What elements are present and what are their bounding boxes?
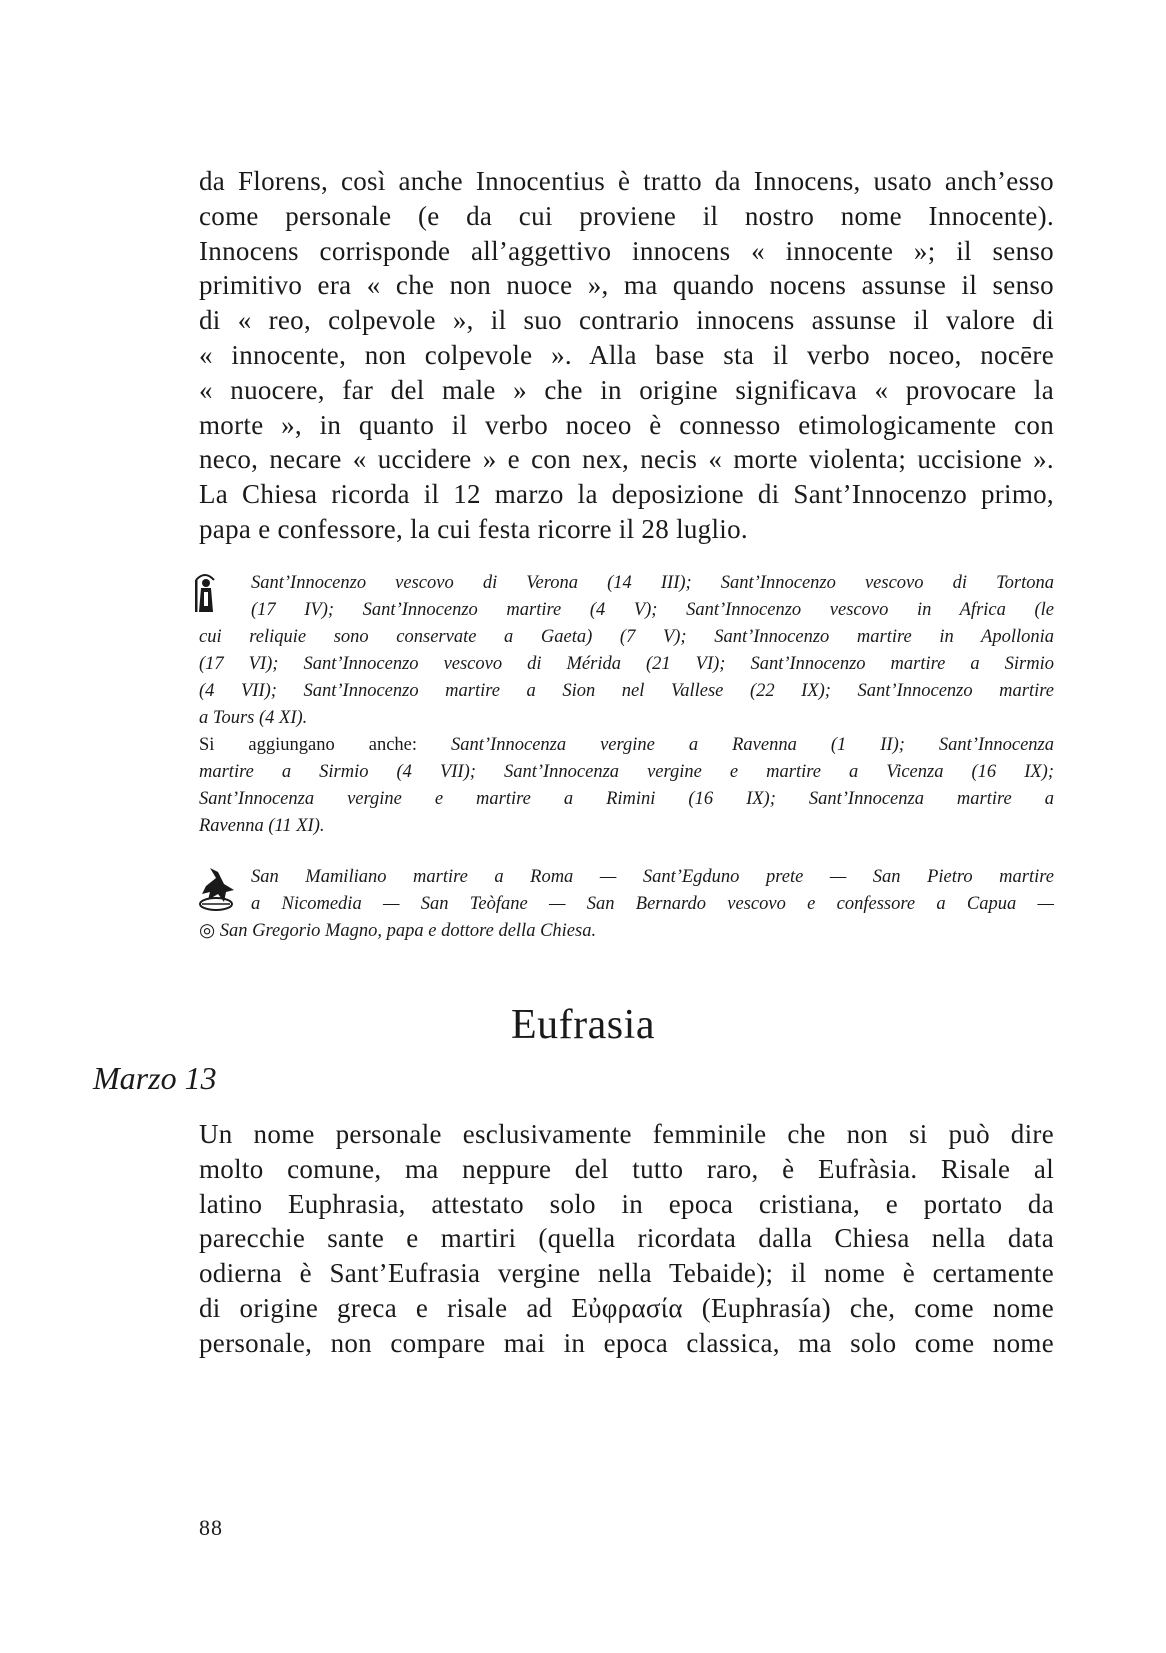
- text-line: « innocente, non colpevole ». Alla base sta il verbo noceo, nocēre: [199, 339, 1054, 370]
- note-line: Sant’Innocenzo vescovo di Verona (14 III); Sant’Innocenzo vescovo di Tortona: [251, 573, 1054, 593]
- bullseye-icon: ◎: [199, 921, 216, 941]
- page-number: 88: [199, 1515, 223, 1540]
- note-line: cui reliquie sono conservate a Gaeta) (7 V); Sant’Innocenzo martire in Apollonia: [199, 627, 1054, 647]
- note-line: (4 VII); Sant’Innocenzo martire a Sion nel Vallese (22 IX); Sant’Innocenzo martire: [199, 681, 1054, 701]
- other-saints-line: San Mamiliano martire a Roma — Sant’Egduno prete — San Pietro martire: [251, 867, 1054, 887]
- text-line: di origine greca e risale ad Εὐφρασία (Euphrasía) che, come nome: [199, 1292, 1054, 1323]
- text-line: primitivo era « che non nuoce », ma quando nocens assunse il senso: [199, 270, 1054, 301]
- note-line: (17 IV); Sant’Innocenzo martire (4 V); Sant’Innocenzo vescovo in Africa (le: [251, 600, 1054, 620]
- note-line-text: Sant’Innocenza vergine a Ravenna (1 II); Sant’Innocenza: [451, 735, 1054, 755]
- entry-date: Marzo 13: [93, 1060, 217, 1096]
- note-line: martire a Sirmio (4 VII); Sant’Innocenza vergine e martire a Vicenza (16 IX);: [199, 762, 1054, 782]
- text-line: come personale (e da cui proviene il nostro nome Innocente).: [199, 200, 1054, 231]
- text-line: Un nome personale esclusivamente femminile che non si può dire: [199, 1119, 1054, 1149]
- text-line: Innocens corrisponde all’aggettivo innocens « innocente »; il senso: [199, 235, 1054, 266]
- text-line: La Chiesa ricorda il 12 marzo la deposizione di Sant’Innocenzo primo,: [199, 479, 1054, 510]
- text-line: parecchie sante e martiri (quella ricordata dalla Chiesa nella data: [199, 1223, 1054, 1254]
- paragraph-eufrasia: [199, 1117, 1054, 1361]
- text-line: molto comune, ma neppure del tutto raro, è Eufràsia. Risale al: [199, 1153, 1054, 1184]
- text-line: « nuocere, far del male » che in origine significava « provocare la: [199, 374, 1054, 405]
- note-line: Sant’Innocenza vergine e martire a Rimini (16 IX); Sant’Innocenza martire a: [199, 789, 1054, 809]
- other-saints-text: San Gregorio Magno, papa e dottore della Chiesa.: [219, 921, 597, 941]
- entry-title: Eufrasia: [511, 1002, 655, 1048]
- text-line: latino Euphrasia, attestato solo in epoca cristiana, e portato da: [199, 1188, 1054, 1219]
- note-line: a Tours (4 XI).: [199, 708, 308, 728]
- other-saints: [199, 864, 1054, 945]
- other-saints-line: a Nicomedia — San Teòfane — San Bernardo vescovo e confessore a Capua —: [251, 894, 1054, 914]
- text-line: personale, non compare mai in epoca classica, ma solo come nome: [199, 1327, 1054, 1358]
- text-line: morte », in quanto il verbo noceo è connesso etimologicamente con: [199, 409, 1054, 440]
- text-line: papa e confessore, la cui festa ricorre il 28 luglio.: [199, 513, 748, 544]
- note-line: (17 VI); Sant’Innocenzo vescovo di Mérida (21 VI); Sant’Innocenzo martire a Sirmio: [199, 654, 1054, 674]
- note-intro: Si aggiungano anche:: [199, 735, 418, 755]
- saints-note: [199, 570, 1054, 840]
- text-line: odierna è Sant’Eufrasia vergine nella Tebaide); il nome è certamente: [199, 1258, 1054, 1289]
- note-line: Ravenna (11 XI).: [199, 816, 325, 836]
- text-line: di « reo, colpevole », il suo contrario innocens assunse il valore di: [199, 305, 1054, 336]
- other-saints-line: [199, 918, 1054, 945]
- paragraph-innocenzo: [199, 164, 1054, 547]
- text-line: neco, necare « uccidere » e con nex, necis « morte violenta; uccisione ».: [199, 444, 1054, 475]
- text-line: da Florens, così anche Innocentius è tratto da Innocens, usato anch’esso: [199, 166, 1054, 196]
- note-line: [199, 732, 1054, 759]
